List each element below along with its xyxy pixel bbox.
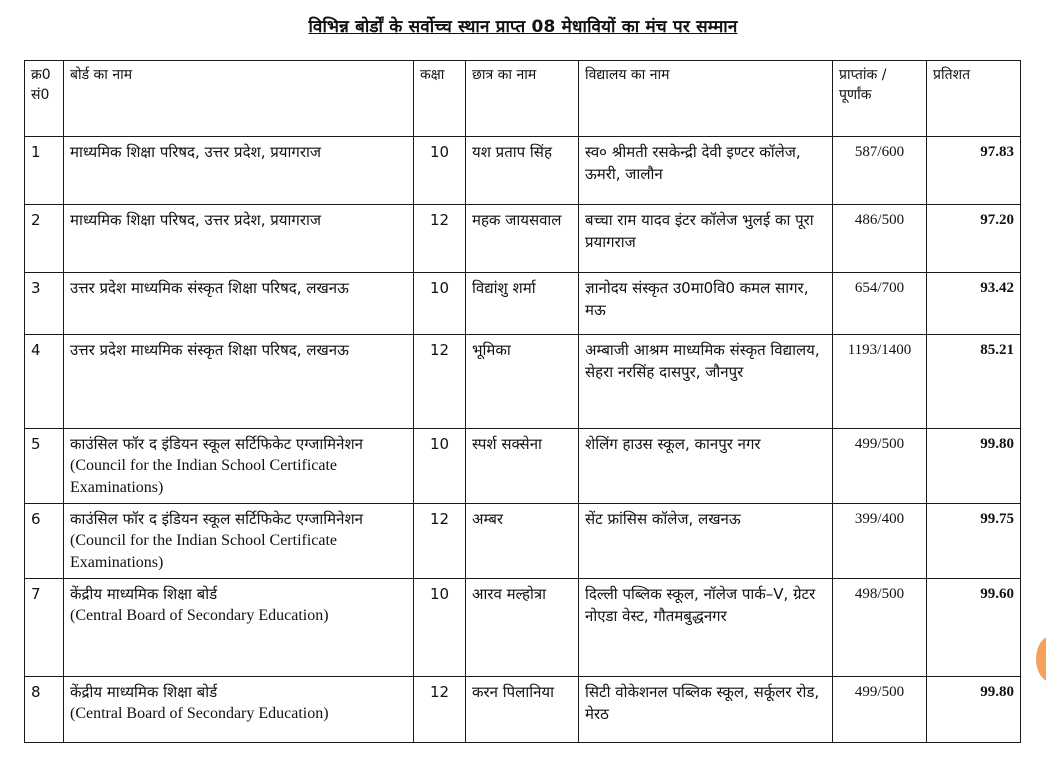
- cell-student: भूमिका: [466, 335, 579, 429]
- cell-class: 10: [414, 137, 466, 205]
- cell-student: विद्यांशु शर्मा: [466, 273, 579, 335]
- cell-sn: 2: [25, 205, 64, 273]
- cell-student: अम्बर: [466, 504, 579, 579]
- cell-marks: 498/500: [833, 579, 927, 677]
- cell-class: 10: [414, 273, 466, 335]
- cell-percent: 97.83: [927, 137, 1021, 205]
- cell-class: 10: [414, 579, 466, 677]
- cell-sn: 4: [25, 335, 64, 429]
- board-hindi: काउंसिल फॉर द इंडियन स्कूल सर्टिफिकेट एग्जामिनेशन: [70, 510, 363, 528]
- board-hindi: केंद्रीय माध्यमिक शिक्षा बोर्ड: [70, 683, 218, 701]
- cell-board: [64, 205, 414, 273]
- board-english: (Central Board of Secondary Education): [70, 705, 329, 722]
- cell-percent: 99.80: [927, 429, 1021, 504]
- cell-percent: 85.21: [927, 335, 1021, 429]
- board-english: (Council for the Indian School Certificate Examinations): [70, 457, 338, 496]
- cell-school: सेंट फ्रांसिस कॉलेज, लखनऊ: [579, 504, 833, 579]
- header-row: [25, 61, 1021, 137]
- header-percent: प्रतिशत: [927, 61, 1021, 137]
- cell-student: यश प्रताप सिंह: [466, 137, 579, 205]
- cell-marks: 654/700: [833, 273, 927, 335]
- cell-board: [64, 579, 414, 677]
- cell-school: सिटी वोकेशनल पब्लिक स्कूल, सर्कूलर रोड, मेरठ: [579, 677, 833, 743]
- board-hindi: केंद्रीय माध्यमिक शिक्षा बोर्ड: [70, 585, 218, 603]
- cell-marks: 1193/1400: [833, 335, 927, 429]
- document-title: विभिन्न बोर्डों के सर्वोच्च स्थान प्राप्त 08 मेधावियों का मंच पर सम्मान: [308, 17, 738, 37]
- cell-school: शेलिंग हाउस स्कूल, कानपुर नगर: [579, 429, 833, 504]
- cell-class: 12: [414, 504, 466, 579]
- cell-school: ज्ञानोदय संस्कृत उ0मा0वि0 कमल सागर, मऊ: [579, 273, 833, 335]
- cell-sn: 8: [25, 677, 64, 743]
- cell-sn: 6: [25, 504, 64, 579]
- cell-percent: 93.42: [927, 273, 1021, 335]
- cell-sn: 5: [25, 429, 64, 504]
- floating-orange-button[interactable]: [1036, 636, 1046, 682]
- cell-marks: 486/500: [833, 205, 927, 273]
- cell-sn: 1: [25, 137, 64, 205]
- cell-board: [64, 504, 414, 579]
- table-row: [25, 335, 1021, 429]
- table-row: [25, 677, 1021, 743]
- cell-student: करन पिलानिया: [466, 677, 579, 743]
- cell-student: आरव मल्होत्रा: [466, 579, 579, 677]
- table-row: [25, 273, 1021, 335]
- cell-marks: 587/600: [833, 137, 927, 205]
- header-marks: प्राप्तांक / पूर्णांक: [833, 61, 927, 137]
- cell-percent: 99.80: [927, 677, 1021, 743]
- cell-board: [64, 137, 414, 205]
- cell-student: महक जायसवाल: [466, 205, 579, 273]
- cell-marks: 499/500: [833, 677, 927, 743]
- board-english: (Council for the Indian School Certificate Examinations): [70, 532, 338, 571]
- board-hindi: उत्तर प्रदेश माध्यमिक संस्कृत शिक्षा परिषद, लखनऊ: [70, 279, 349, 297]
- header-board: बोर्ड का नाम: [64, 61, 414, 137]
- cell-board: [64, 273, 414, 335]
- table-row: [25, 137, 1021, 205]
- board-hindi: काउंसिल फॉर द इंडियन स्कूल सर्टिफिकेट एग्जामिनेशन: [70, 435, 363, 453]
- cell-school: अम्बाजी आश्रम माध्यमिक संस्कृत विद्यालय, सेहरा नरसिंह दासपुर, जौनपुर: [579, 335, 833, 429]
- cell-sn: 7: [25, 579, 64, 677]
- header-school: विद्यालय का नाम: [579, 61, 833, 137]
- header-class: कक्षा: [414, 61, 466, 137]
- cell-class: 10: [414, 429, 466, 504]
- cell-class: 12: [414, 335, 466, 429]
- cell-class: 12: [414, 677, 466, 743]
- cell-board: [64, 429, 414, 504]
- board-hindi: माध्यमिक शिक्षा परिषद, उत्तर प्रदेश, प्रयागराज: [70, 143, 321, 161]
- table-row: [25, 504, 1021, 579]
- table-row: [25, 429, 1021, 504]
- document-title-wrap: [0, 14, 1046, 37]
- cell-marks: 399/400: [833, 504, 927, 579]
- header-student: छात्र का नाम: [466, 61, 579, 137]
- board-hindi: माध्यमिक शिक्षा परिषद, उत्तर प्रदेश, प्रयागराज: [70, 211, 321, 229]
- cell-percent: 99.60: [927, 579, 1021, 677]
- header-sn: क्र0 सं0: [25, 61, 64, 137]
- cell-student: स्पर्श सक्सेना: [466, 429, 579, 504]
- board-english: (Central Board of Secondary Education): [70, 607, 329, 624]
- cell-sn: 3: [25, 273, 64, 335]
- cell-board: [64, 677, 414, 743]
- table-row: [25, 205, 1021, 273]
- cell-board: [64, 335, 414, 429]
- cell-school: स्व० श्रीमती रसकेन्द्री देवी इण्टर कॉलेज, ऊमरी, जालौन: [579, 137, 833, 205]
- cell-marks: 499/500: [833, 429, 927, 504]
- cell-class: 12: [414, 205, 466, 273]
- cell-school: बच्चा राम यादव इंटर कॉलेज भुलई का पूरा प्रयागराज: [579, 205, 833, 273]
- board-hindi: उत्तर प्रदेश माध्यमिक संस्कृत शिक्षा परिषद, लखनऊ: [70, 341, 349, 359]
- toppers-table: [24, 60, 1021, 743]
- cell-percent: 97.20: [927, 205, 1021, 273]
- cell-percent: 99.75: [927, 504, 1021, 579]
- table-row: [25, 579, 1021, 677]
- cell-school: दिल्ली पब्लिक स्कूल, नॉलेज पार्क–V, ग्रेटर नोएडा वेस्ट, गौतमबुद्धनगर: [579, 579, 833, 677]
